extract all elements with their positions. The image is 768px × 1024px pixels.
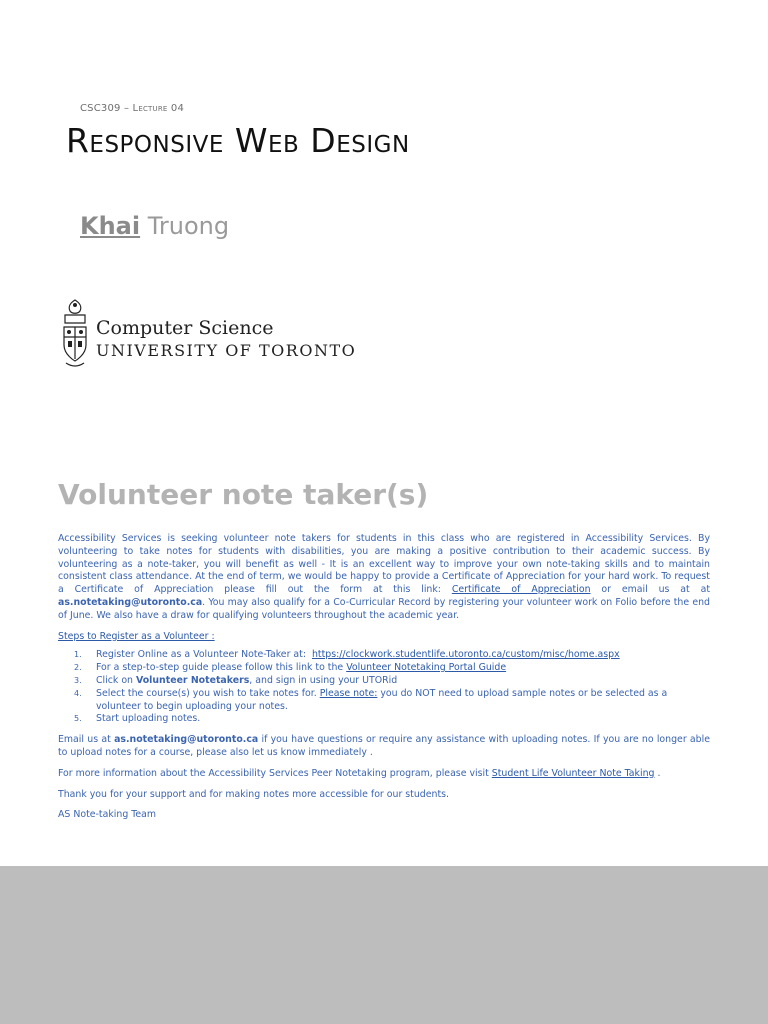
content-slide: [58, 478, 710, 830]
student-life-link[interactable]: Student Life Volunteer Note Taking: [491, 767, 655, 779]
please-note-link[interactable]: Please note:: [319, 687, 378, 699]
step-text-post: you do NOT need to upload sample notes or be selected as a volunteer to begin uploading your notes.: [96, 687, 668, 712]
more-info-post: .: [657, 767, 661, 779]
email-text-post: if you have questions or require any assistance with uploading notes. If you are no longer able to upload notes for a course, please also let us know immediately .: [58, 734, 711, 758]
list-item: [58, 675, 710, 688]
signature: AS Note-taking Team: [58, 809, 157, 821]
more-info-paragraph: [58, 768, 710, 781]
steps-list: [58, 649, 710, 726]
step-text: , and sign in using your UTORid: [249, 674, 398, 686]
page-background: [0, 866, 768, 1024]
course-label: CSC309 – Lecture 04: [80, 103, 185, 114]
step-number: 4.: [74, 688, 82, 698]
step-number: 1.: [74, 650, 82, 660]
step-number: 2.: [74, 663, 82, 673]
author-first-name: Khai: [80, 212, 141, 240]
thanks-paragraph: Thank you for your support and for making notes more accessible for our students.: [58, 788, 449, 800]
logo-line-1: Computer Science: [96, 317, 274, 339]
clockwork-link[interactable]: https://clockwork.studentlife.utoronto.ca/custom/misc/home.aspx: [311, 649, 620, 661]
steps-heading-link[interactable]: Steps to Register as a Volunteer :: [58, 630, 215, 642]
intro-text-3: . You may also qualify for a Co-Curricular Record by registering your volunteer work on Folio before the end of June. We also have a draw for qualifying volunteers throughout the academic year.: [58, 596, 710, 621]
step-number: 3.: [74, 675, 82, 685]
list-item: [58, 713, 710, 726]
author-name: [80, 212, 229, 240]
contact-email[interactable]: as.notetaking@utoronto.ca: [114, 734, 259, 746]
section-heading: Volunteer note taker(s): [58, 478, 429, 511]
steps-heading: [58, 631, 710, 644]
university-logo: [60, 297, 380, 373]
email-paragraph: [58, 734, 710, 760]
email-text-pre: Email us at: [58, 734, 111, 746]
slide-title: Responsive Web Design: [66, 121, 410, 160]
step-text: Register Online as a Volunteer Note-Taker at:: [96, 649, 306, 661]
title-slide: [0, 0, 768, 440]
intro-text-1: Accessibility Services is seeking volunteer note takers for students in this class who are registered in Accessibility Services. By volunteering to take notes for students with disabilities, you are making a positive contribution to their academic success. By volunteering as a note-taker, you will benefit as well - It is an excellent way to improve your own note-taking skills and to maintain consistent class attendance. At the end of term, we would be happy to provide a Certificate of Appreciation for your hard work. To request a Certificate of Appreciation please fill out the form at this link:: [58, 533, 710, 596]
step-text: Select the course(s) you wish to take notes for.: [96, 687, 317, 699]
author-last-name: Truong: [147, 212, 230, 240]
list-item: [58, 662, 710, 675]
university-crest-icon: [60, 297, 90, 371]
intro-paragraph: [58, 533, 710, 623]
step-text: Start uploading notes.: [96, 713, 201, 725]
step-text-pre: Click on: [96, 674, 133, 686]
volunteer-notetakers-label: Volunteer Notetakers: [135, 674, 250, 686]
portal-guide-link[interactable]: Volunteer Notetaking Portal Guide: [346, 662, 507, 674]
intro-email[interactable]: as.notetaking@utoronto.ca: [58, 596, 203, 608]
intro-text-2: or email us at at: [601, 584, 710, 596]
list-item: [58, 688, 710, 714]
logo-line-2: UNIVERSITY OF TORONTO: [96, 341, 357, 360]
list-item: [58, 649, 710, 662]
step-number: 5.: [74, 714, 82, 724]
certificate-link[interactable]: Certificate of Appreciation: [451, 584, 591, 596]
step-text: For a step-to-step guide please follow this link to the: [96, 662, 344, 674]
more-info-text: For more information about the Accessibility Services Peer Notetaking program, please visit: [58, 767, 489, 779]
